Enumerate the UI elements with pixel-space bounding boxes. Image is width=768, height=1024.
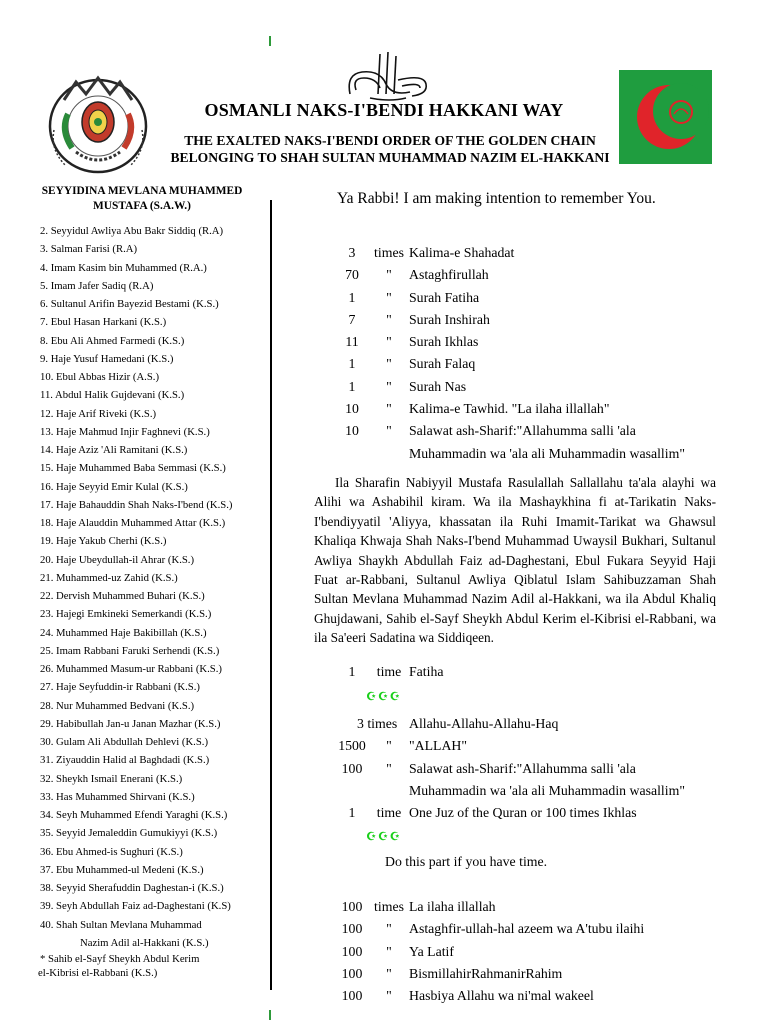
text-cell: One Juz of the Quran or 100 times Ikhlas — [409, 805, 637, 821]
text-cell: Salawat ash-Sharif:"Allahumma salli 'ala — [409, 760, 636, 776]
count-cell: 1 — [348, 356, 356, 372]
page-title: OSMANLI NAKS-I'BENDI HAKKANI WAY — [204, 100, 564, 120]
chain-item: 31. Ziyauddin Halid al Baghdadi (K.S.) — [40, 754, 210, 767]
chain-item: 5. Imam Jafer Sadiq (R.A) — [40, 279, 154, 292]
text-cell: Hasbiya Allahu wa ni'mal wakeel — [409, 988, 594, 1004]
unit-cell: " — [386, 401, 392, 417]
chain-item: 25. Imam Rabbani Faruki Serhendi (K.S.) — [40, 644, 220, 657]
text-cell: Fatiha — [409, 664, 444, 679]
text-cell: Surah Fatiha — [409, 289, 480, 305]
text-cell: Allahu-Allahu-Allahu-Haq — [409, 716, 559, 731]
unit-cell: " — [386, 334, 392, 350]
chain-item: 29. Habibullah Jan-u Janan Mazhar (K.S.) — [40, 717, 221, 730]
count-cell: 70 — [345, 267, 359, 283]
unit-cell: " — [386, 267, 392, 283]
text-cell: Surah Nas — [409, 378, 467, 394]
count-cell: 100 — [341, 943, 363, 959]
count-cell: 10 — [345, 401, 359, 417]
unit-cell: time — [376, 805, 402, 821]
chain-item: 35. Seyyid Jemaleddin Gumukiyyi (K.S.) — [40, 827, 218, 840]
ornament-divider: ☪☪☪ — [366, 691, 402, 703]
ornament-divider: ☪☪☪ — [366, 831, 402, 843]
text-cell: BismillahirRahmanirRahim — [409, 965, 563, 981]
footnote-line-2: el-Kibrisi el-Rabbani (K.S.) — [38, 967, 158, 979]
chain-item: 38. Seyyid Sherafuddin Daghestan-i (K.S.) — [40, 882, 224, 894]
subtitle-line-2: BELONGING TO SHAH SULTAN MUHAMMAD NAZIM EL-HAKKANI — [170, 149, 610, 165]
chain-item: 10. Ebul Abbas Hizir (A.S.) — [40, 371, 160, 383]
intention-line: Ya Rabbi! I am making intention to remember You. — [337, 190, 656, 207]
top-divider-tick — [269, 36, 271, 46]
chain-item: 17. Haje Bahauddin Shah Naks-I'bend (K.S.) — [40, 498, 233, 511]
text-cell: Kalima-e Shahadat — [409, 245, 515, 260]
chain-item-continuation: Nazim Adil al-Hakkani (K.S.) — [80, 936, 209, 949]
chain-item: 23. Hajegi Emkineki Semerkandi (K.S.) — [40, 608, 212, 621]
chain-item: 24. Muhammed Haje Bakibillah (K.S.) — [40, 626, 207, 639]
unit-cell: " — [386, 921, 392, 937]
bottom-divider-tick — [269, 1010, 271, 1020]
golden-chain-footnote — [40, 952, 199, 980]
chain-item: 33. Has Muhammed Shirvani (K.S.) — [40, 790, 195, 803]
text-cell: Ya Latif — [409, 943, 454, 959]
golden-chain-heading — [20, 184, 270, 214]
chain-item: 6. Sultanul Arifin Bayezid Bestami (K.S.) — [40, 298, 219, 310]
chain-item: 40. Shah Sultan Mevlana Muhammad — [40, 918, 202, 931]
chain-item: 30. Gulam Ali Abdullah Dehlevi (K.S.) — [40, 736, 209, 748]
unit-cell: " — [386, 738, 392, 754]
count-cell: 1 — [348, 378, 356, 394]
chain-item: 22. Dervish Muhammed Buhari (K.S.) — [40, 590, 205, 602]
text-cell: Salawat ash-Sharif:"Allahumma salli 'ala — [409, 423, 636, 439]
count-cell: 3 times — [357, 716, 398, 731]
unit-cell: " — [386, 289, 392, 305]
chain-item: 12. Haje Arif Riveki (K.S.) — [40, 407, 157, 420]
unit-cell: " — [386, 356, 392, 372]
count-cell: 10 — [345, 423, 359, 439]
unit-cell: " — [386, 311, 392, 327]
dedication-paragraph: Ila Sharafin Nabiyyil Mustafa Rasulallah Sallallahu ta'ala alayhi wa Alihi wa Ashabihil kiram. Wa ila Mashaykhina fi at-Tarikatin Naks-I'bendiyyatil 'Aliyya, khassatan ila Ruhi Imamit-Tarikat wa Ghawsul Khaliqa Khwaja Shah Naks-I'bend Muhammad Uwaysil Bukhari, Sultanul Awliya Shaykh Abdullah Faiz ad-Daghestani, Ebul Fukara Seyyid Haji Fuat ar-Rabbani, Sultanul Awliya Qiblatul Islam Sahibuzzaman Shah Sultan Mevlana Muhammad Nazim Adil al-Hakkani, wa ila Abdul Khaliq Ghujdawani, Sahib el-Sayf Sheykh Abdul Kerim el-Kibrisi el-Rabbani, wa ila Sa'eeri Sadatina wa Siddiqeen. — [314, 475, 716, 646]
text-cell: Surah Falaq — [409, 356, 476, 372]
chain-item: 18. Haje Alauddin Muhammed Attar (K.S.) — [40, 517, 226, 529]
chain-item: 26. Muhammed Masum-ur Rabbani (K.S.) — [40, 663, 222, 675]
chain-item: 3. Salman Farisi (R.A) — [40, 243, 138, 256]
chain-item: 36. Ebu Ahmed-is Sughuri (K.S.) — [40, 845, 183, 858]
chain-item: 21. Muhammed-uz Zahid (K.S.) — [40, 571, 178, 584]
heading-line-1: SEYYIDINA MEVLANA MUHAMMED — [41, 185, 243, 197]
count-cell: 1 — [348, 664, 356, 679]
column-divider — [270, 200, 272, 990]
chain-item: 16. Haje Seyyid Emir Kulal (K.S.) — [40, 480, 188, 493]
text-cell: Astaghfirullah — [409, 267, 489, 283]
unit-cell: " — [386, 760, 392, 776]
count-cell: 11 — [345, 334, 359, 350]
text-cell: Surah Ikhlas — [409, 334, 479, 350]
chain-item: 28. Nur Muhammed Bedvani (K.S.) — [40, 699, 195, 712]
text-cell: Astaghfir-ullah-hal azeem wa A'tubu ilaihi — [409, 921, 645, 937]
chain-item: 39. Seyh Abdullah Faiz ad-Daghestani (K.S) — [40, 900, 231, 913]
optional-note: Do this part if you have time. — [385, 854, 548, 869]
chain-item: 32. Sheykh Ismail Enerani (K.S.) — [40, 772, 183, 785]
count-cell: 100 — [341, 899, 363, 914]
chain-item: 14. Haje Aziz 'Ali Ramitani (K.S.) — [40, 444, 188, 456]
tughra-emblem — [340, 50, 432, 102]
chain-item: 19. Haje Yakub Cherhi (K.S.) — [40, 535, 167, 548]
count-cell: 1 — [348, 805, 356, 821]
chain-item: 4. Imam Kasim bin Muhammed (R.A.) — [40, 261, 207, 274]
unit-cell: " — [386, 943, 392, 959]
chain-item: 37. Ebu Muhammed-ul Medeni (K.S.) — [40, 863, 204, 876]
chain-item: 15. Haje Muhammed Baba Semmasi (K.S.) — [40, 462, 226, 475]
heading-line-2: MUSTAFA (S.A.W.) — [93, 200, 191, 212]
chain-item: 7. Ebul Hasan Harkani (K.S.) — [40, 316, 167, 329]
unit-cell: times — [374, 245, 404, 260]
page-subtitle — [130, 133, 650, 166]
chain-item: 27. Haje Seyfuddin-ir Rabbani (K.S.) — [40, 681, 200, 694]
text-cell: Muhammadin wa 'ala ali Muhammadin wasallim" — [409, 782, 685, 798]
unit-cell: times — [374, 899, 404, 914]
chain-item: 2. Seyyidul Awliya Abu Bakr Siddiq (R.A) — [40, 225, 224, 237]
chain-item: 20. Haje Ubeydullah-il Ahrar (K.S.) — [40, 553, 195, 566]
text-cell: Kalima-e Tawhid. "La ilaha illallah" — [409, 401, 610, 417]
footnote-line-1: * Sahib el-Sayf Sheykh Abdul Kerim — [40, 953, 200, 965]
chain-item: 9. Haje Yusuf Hamedani (K.S.) — [40, 352, 174, 365]
text-cell: La ilaha illallah — [409, 899, 496, 914]
unit-cell: " — [386, 423, 392, 439]
count-cell: 1 — [348, 289, 356, 305]
text-cell: "ALLAH" — [409, 738, 468, 754]
count-cell: 100 — [341, 965, 363, 981]
unit-cell: " — [386, 965, 392, 981]
count-cell: 100 — [341, 921, 363, 937]
count-cell: 1500 — [338, 738, 366, 754]
count-cell: 100 — [341, 988, 363, 1004]
unit-cell: " — [386, 378, 392, 394]
count-cell: 100 — [341, 760, 363, 776]
text-cell: Surah Inshirah — [409, 311, 490, 327]
count-cell: 3 — [348, 245, 356, 260]
chain-item: 13. Haje Mahmud Injir Faghnevi (K.S.) — [40, 425, 210, 438]
chain-item: 8. Ebu Ali Ahmed Farmedi (K.S.) — [40, 334, 185, 347]
subtitle-line-1: THE EXALTED NAKS-I'BENDI ORDER OF THE GOLDEN CHAIN — [184, 133, 596, 148]
text-cell: Muhammadin wa 'ala ali Muhammadin wasallim" — [409, 445, 685, 461]
chain-item: 34. Seyh Muhammed Efendi Yaraghi (K.S.) — [40, 809, 228, 821]
chain-item: 11. Abdul Halik Gujdevani (K.S.) — [40, 389, 185, 402]
unit-cell: " — [386, 988, 392, 1004]
unit-cell: time — [376, 664, 402, 679]
count-cell: 7 — [348, 311, 356, 327]
